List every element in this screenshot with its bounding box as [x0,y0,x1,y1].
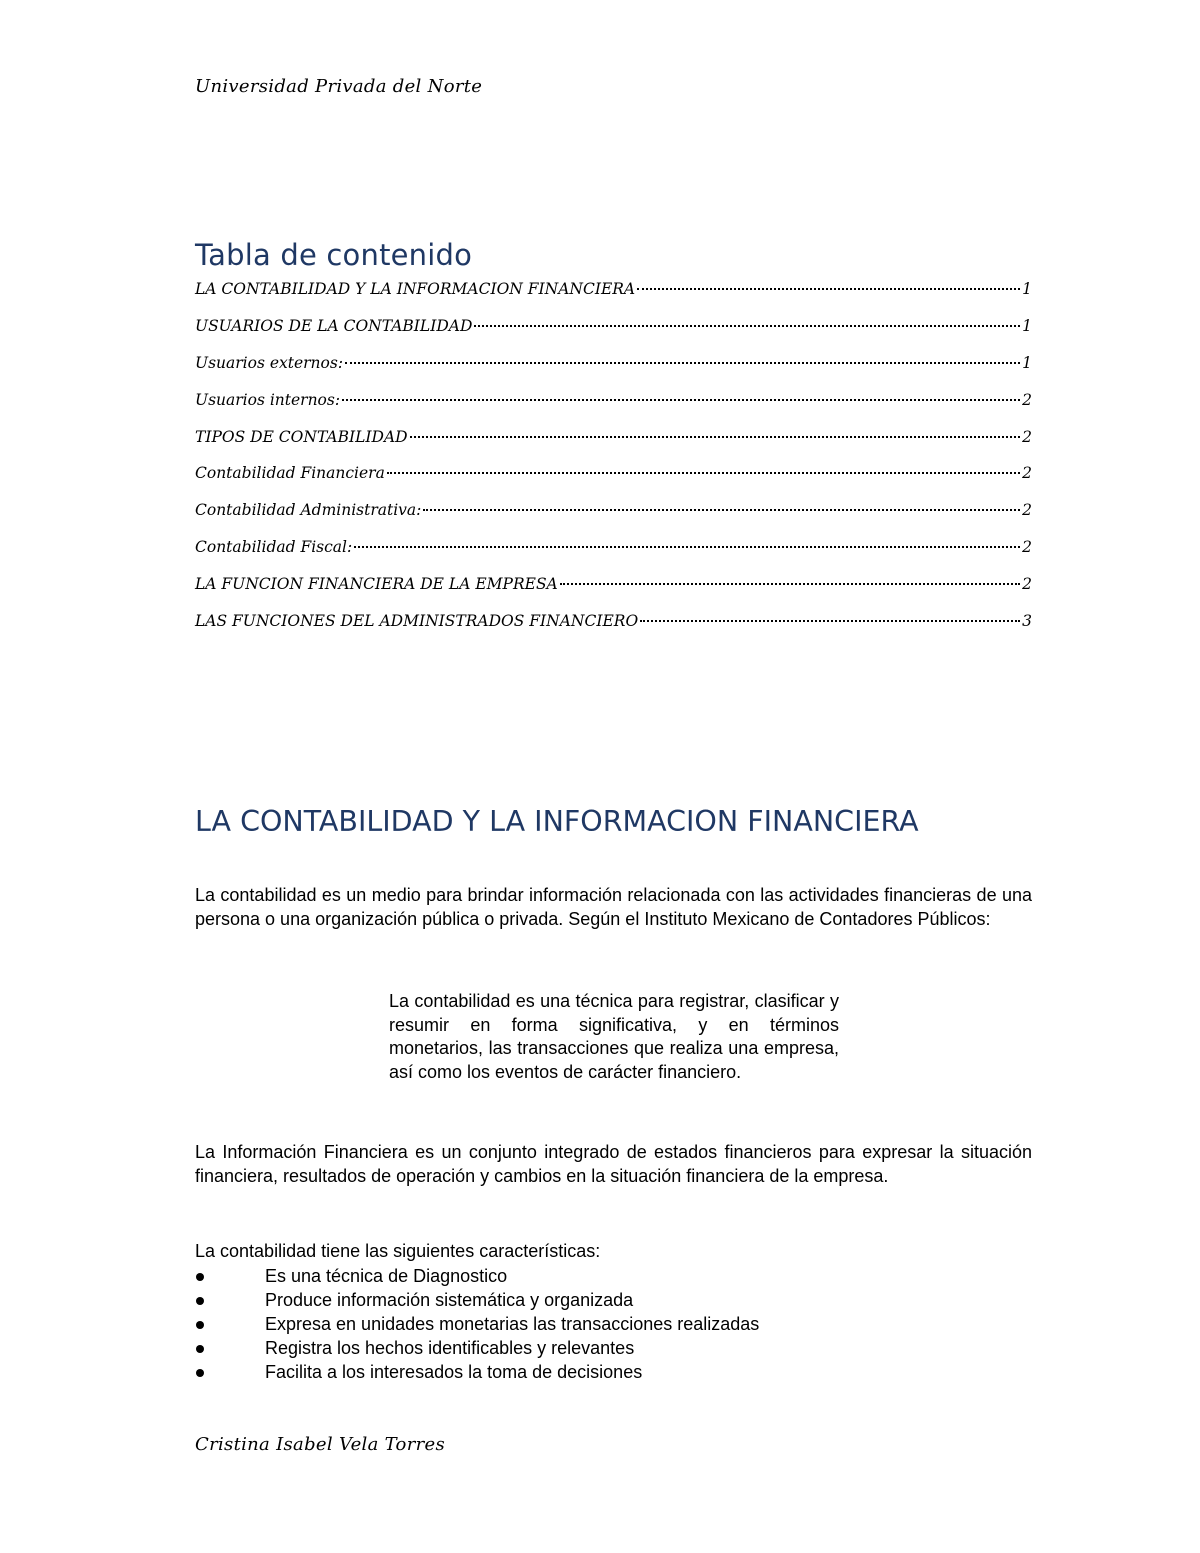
toc-entry-page: 3 [1022,612,1032,631]
toc-entry-page: 1 [1022,316,1032,335]
characteristics-list [195,1264,759,1384]
toc-entry-label: USUARIOS DE LA CONTABILIDAD [195,316,473,335]
toc-entry[interactable] [195,464,1032,501]
toc-entry[interactable] [195,575,1032,612]
toc-entry-label: Usuarios internos: [195,390,341,409]
toc-entry[interactable] [195,354,1032,391]
toc-leader-dots [637,288,1020,290]
toc-leader-dots [560,583,1020,585]
toc-leader-dots [410,436,1021,438]
block-quote: La contabilidad es una técnica para registrar, clasificar y resumir en forma significativa, y en términos monetarios, las transacciones que realiza una empresa, así como los eventos de carácter financiero. [389,991,839,1082]
toc-leader-dots [474,325,1020,327]
page-header: Universidad Privada del Norte [195,76,483,97]
toc-entry[interactable] [195,280,1032,317]
toc-leader-dots [423,509,1020,511]
list-intro: La contabilidad tiene las siguientes características: [195,1241,601,1261]
toc-entry[interactable] [195,391,1032,428]
list-item: Produce información sistemática y organizada [195,1288,759,1312]
list-item: Registra los hechos identificables y relevantes [195,1336,759,1360]
toc-leader-dots [640,620,1020,622]
financial-info-paragraph: La Información Financiera es un conjunto integrado de estados financieros para expresar la situación financiera, resultados de operación y cambios en la situación financiera de la empresa. [195,1142,1032,1186]
list-item: Facilita a los interesados la toma de decisiones [195,1360,759,1384]
toc-entry-page: 1 [1022,280,1032,298]
toc-entry-page: 2 [1022,427,1032,446]
toc-entry[interactable] [195,317,1032,354]
toc-entry-label: LA FUNCION FINANCIERA DE LA EMPRESA [195,575,558,594]
page-footer: Cristina Isabel Vela Torres [195,1434,445,1455]
toc-title: Tabla de contenido [195,238,473,272]
list-item: Expresa en unidades monetarias las transacciones realizadas [195,1312,759,1336]
toc-leader-dots [354,546,1020,548]
toc-entry-page: 2 [1022,464,1032,483]
toc-entry-label: LA CONTABILIDAD Y LA INFORMACION FINANCIERA [195,280,636,298]
toc-entry[interactable] [195,538,1032,575]
toc-entry-label: Contabilidad Administrativa: [195,501,422,520]
toc-entry-page: 1 [1022,353,1032,372]
toc-entry-label: TIPOS DE CONTABILIDAD [195,427,408,446]
toc-leader-dots [342,399,1020,401]
toc-entry[interactable] [195,612,1032,649]
toc-entry-label: Contabilidad Fiscal: [195,538,353,557]
toc-entry-page: 2 [1022,538,1032,557]
toc-entry-label: LAS FUNCIONES DEL ADMINISTRADOS FINANCIERO [195,612,639,631]
toc-entry-page: 2 [1022,501,1032,520]
section-heading: LA CONTABILIDAD Y LA INFORMACION FINANCIERA [195,805,919,838]
intro-paragraph: La contabilidad es un medio para brindar información relacionada con las actividades financieras de una persona o una organización pública o privada. Según el Instituto Mexicano de Contadores Públicos: [195,885,1032,929]
toc-entry-page: 2 [1022,390,1032,409]
toc-leader-dots [345,362,1020,364]
toc-entry[interactable] [195,428,1032,465]
toc-entry-label: Contabilidad Financiera [195,464,385,483]
toc-entry-page: 2 [1022,575,1032,594]
toc-entry[interactable] [195,501,1032,538]
list-item: Es una técnica de Diagnostico [195,1264,759,1288]
toc-entry-label: Usuarios externos: [195,353,344,372]
toc-leader-dots [387,472,1020,474]
table-of-contents [195,280,1032,649]
